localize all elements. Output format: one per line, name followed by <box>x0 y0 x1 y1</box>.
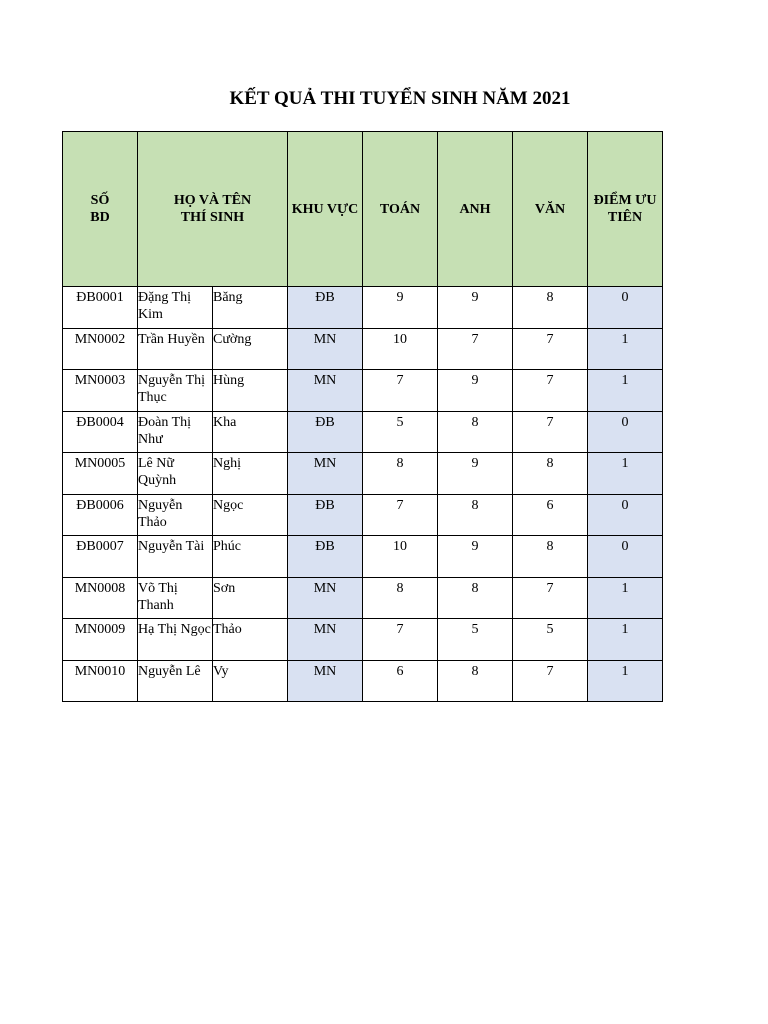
header-name <box>138 132 288 287</box>
cell-math: 10 <box>363 328 438 370</box>
cell-ho: Nguyễn Thảo <box>138 494 213 536</box>
cell-ho: Đặng Thị Kim <box>138 287 213 329</box>
table-row <box>63 494 663 536</box>
cell-english: 5 <box>438 619 513 661</box>
cell-priority: 0 <box>588 287 663 329</box>
header-priority <box>588 132 663 287</box>
cell-ten: Kha <box>213 411 288 453</box>
cell-region: MN <box>288 328 363 370</box>
header-english: ANH <box>438 132 513 287</box>
cell-literature: 8 <box>513 453 588 495</box>
cell-literature: 5 <box>513 619 588 661</box>
cell-ten: Băng <box>213 287 288 329</box>
cell-ten: Sơn <box>213 577 288 619</box>
cell-math: 7 <box>363 494 438 536</box>
cell-region: MN <box>288 370 363 412</box>
cell-math: 10 <box>363 536 438 578</box>
cell-region: MN <box>288 660 363 702</box>
cell-ho: Hạ Thị Ngọc <box>138 619 213 661</box>
cell-priority: 0 <box>588 494 663 536</box>
cell-region: ĐB <box>288 287 363 329</box>
cell-priority: 1 <box>588 370 663 412</box>
cell-literature: 7 <box>513 577 588 619</box>
table-row <box>63 660 663 702</box>
cell-ten: Phúc <box>213 536 288 578</box>
table-row <box>63 328 663 370</box>
table-row <box>63 577 663 619</box>
cell-region: MN <box>288 453 363 495</box>
cell-ho: Nguyễn Tài <box>138 536 213 578</box>
cell-english: 8 <box>438 411 513 453</box>
cell-region: MN <box>288 577 363 619</box>
header-priority-line1: ĐIỂM ƯU <box>593 193 657 208</box>
table-row <box>63 453 663 495</box>
cell-english: 8 <box>438 660 513 702</box>
cell-english: 9 <box>438 536 513 578</box>
cell-priority: 1 <box>588 660 663 702</box>
cell-ten: Vy <box>213 660 288 702</box>
header-priority-line2: TIÊN <box>607 210 643 225</box>
header-math: TOÁN <box>363 132 438 287</box>
cell-literature: 7 <box>513 328 588 370</box>
cell-english: 7 <box>438 328 513 370</box>
cell-priority: 1 <box>588 619 663 661</box>
cell-english: 8 <box>438 577 513 619</box>
cell-math: 6 <box>363 660 438 702</box>
header-sbd <box>63 132 138 287</box>
cell-ten: Nghị <box>213 453 288 495</box>
cell-english: 9 <box>438 287 513 329</box>
cell-ten: Thảo <box>213 619 288 661</box>
cell-literature: 8 <box>513 287 588 329</box>
cell-ten: Hùng <box>213 370 288 412</box>
cell-math: 7 <box>363 619 438 661</box>
cell-sbd: ĐB0006 <box>63 494 138 536</box>
cell-priority: 1 <box>588 577 663 619</box>
cell-ten: Ngọc <box>213 494 288 536</box>
cell-sbd: MN0009 <box>63 619 138 661</box>
cell-sbd: MN0003 <box>63 370 138 412</box>
cell-region: ĐB <box>288 494 363 536</box>
cell-sbd: MN0002 <box>63 328 138 370</box>
cell-english: 9 <box>438 453 513 495</box>
header-name-line2: THÍ SINH <box>180 210 245 225</box>
cell-priority: 1 <box>588 328 663 370</box>
cell-ho: Lê Nữ Quỳnh <box>138 453 213 495</box>
cell-sbd: ĐB0004 <box>63 411 138 453</box>
cell-english: 8 <box>438 494 513 536</box>
cell-math: 7 <box>363 370 438 412</box>
cell-priority: 0 <box>588 411 663 453</box>
header-sbd-line2: BD <box>90 210 110 225</box>
table-row <box>63 287 663 329</box>
header-name-line1: HỌ VÀ TÊN <box>173 193 252 208</box>
cell-math: 8 <box>363 453 438 495</box>
cell-literature: 6 <box>513 494 588 536</box>
cell-ho: Võ Thị Thanh <box>138 577 213 619</box>
cell-math: 9 <box>363 287 438 329</box>
cell-ten: Cường <box>213 328 288 370</box>
page-title: KẾT QUẢ THI TUYỂN SINH NĂM 2021 <box>229 88 571 109</box>
header-row <box>63 132 663 287</box>
header-region: KHU VỰC <box>288 132 363 287</box>
cell-ho: Nguyễn Lê <box>138 660 213 702</box>
cell-sbd: ĐB0007 <box>63 536 138 578</box>
cell-literature: 8 <box>513 536 588 578</box>
header-literature: VĂN <box>513 132 588 287</box>
cell-sbd: MN0010 <box>63 660 138 702</box>
cell-literature: 7 <box>513 370 588 412</box>
cell-ho: Trần Huyền <box>138 328 213 370</box>
cell-priority: 0 <box>588 536 663 578</box>
table-row <box>63 411 663 453</box>
cell-english: 9 <box>438 370 513 412</box>
cell-sbd: ĐB0001 <box>63 287 138 329</box>
cell-region: ĐB <box>288 536 363 578</box>
cell-literature: 7 <box>513 660 588 702</box>
cell-ho: Đoàn Thị Như <box>138 411 213 453</box>
table-row <box>63 619 663 661</box>
cell-math: 8 <box>363 577 438 619</box>
header-sbd-line1: SỐ <box>90 193 110 208</box>
cell-sbd: MN0005 <box>63 453 138 495</box>
cell-sbd: MN0008 <box>63 577 138 619</box>
cell-region: MN <box>288 619 363 661</box>
results-table <box>62 131 663 702</box>
table-row <box>63 370 663 412</box>
cell-region: ĐB <box>288 411 363 453</box>
cell-math: 5 <box>363 411 438 453</box>
cell-priority: 1 <box>588 453 663 495</box>
cell-literature: 7 <box>513 411 588 453</box>
table-row <box>63 536 663 578</box>
cell-ho: Nguyễn Thị Thục <box>138 370 213 412</box>
